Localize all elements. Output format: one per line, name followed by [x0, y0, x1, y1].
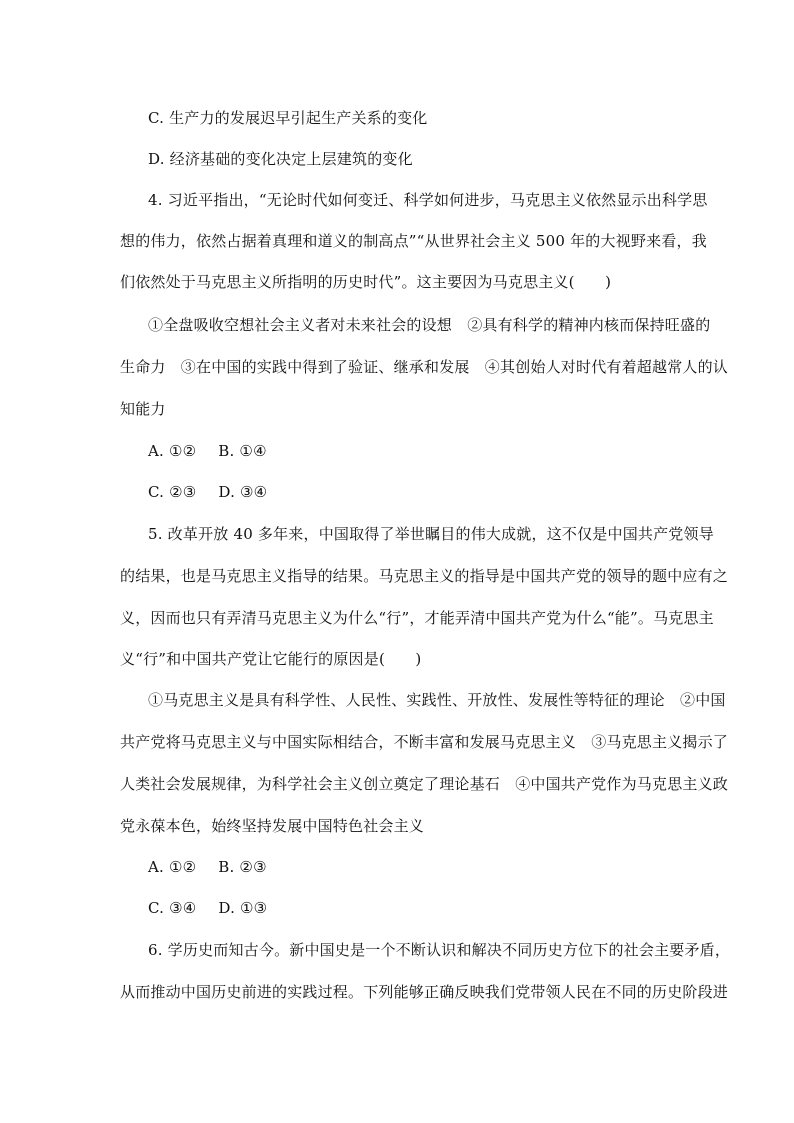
q5-option-d: D. ①③: [218, 899, 268, 917]
q4-stem-line-1: 4. 习近平指出，“无论时代如何变迁、科学如何进步，马克思主义依然显示出科学思: [148, 191, 708, 209]
q5-option-c: C. ③④: [148, 899, 197, 917]
q4-options-row-1: [148, 441, 676, 461]
q3-option-d: D. 经济基础的变化决定上层建筑的变化: [148, 150, 413, 168]
q5-stem-line-2: 的结果，也是马克思主义指导的结果。马克思主义的指导是中国共产党的领导的题中应有之: [120, 567, 729, 585]
q5-stem-line-4: 义“行”和中国共产党让它能行的原因是( ): [120, 650, 422, 668]
q5-choice-line-2: 共产党将马克思主义与中国实际相结合，不断丰富和发展马克思主义 ③马克思主义揭示了: [120, 733, 729, 751]
q6-stem-line-1: 6. 学历史而知古今。新中国史是一个不断认识和解决不同历史方位下的社会主要矛盾，: [148, 941, 731, 959]
q5-choice-line-1: ①马克思主义是具有科学性、人民性、实践性、开放性、发展性等特征的理论 ②中国: [148, 691, 726, 709]
q5-options-row-2: [148, 898, 676, 918]
q5-stem-line-1: 5. 改革开放 40 多年来，中国取得了举世瞩目的伟大成就，这不仅是中国共产党领导: [148, 525, 714, 543]
q4-option-c: C. ②③: [148, 483, 197, 501]
q4-option-d: D. ③④: [218, 483, 268, 501]
q5-option-b: B. ②③: [218, 858, 267, 876]
q4-choice-line-2: 生命力 ③在中国的实践中得到了验证、继承和发展 ④其创始人对时代有着超越常人的认: [120, 358, 729, 376]
q5-stem-line-3: 义，因而也只有弄清马克思主义为什么“行”，才能弄清中国共产党为什么“能”。马克思主: [120, 609, 714, 627]
q4-stem-line-2: 想的伟力，依然占据着真理和道义的制高点”“从世界社会主义 500 年的大视野来看，我: [120, 232, 707, 250]
q3-option-c: C. 生产力的发展迟早引起生产关系的变化: [148, 109, 428, 127]
q6-stem-line-2: 从而推动中国历史前进的实践过程。下列能够正确反映我们党带领人民在不同的历史阶段进: [120, 983, 729, 1001]
q4-choice-line-3: 知能力: [120, 400, 166, 418]
q4-option-b: B. ①④: [218, 442, 267, 460]
q4-stem-line-3: 们依然处于马克思主义所指明的历史时代”。这主要因为马克思主义( ): [120, 273, 612, 291]
q4-choice-line-1: ①全盘吸收空想社会主义者对未来社会的设想 ②具有科学的精神内核而保持旺盛的: [148, 316, 711, 334]
q5-option-a: A. ①②: [148, 858, 197, 876]
q5-choice-line-4: 党永葆本色，始终坚持发展中国特色社会主义: [120, 817, 425, 835]
q5-choice-line-3: 人类社会发展规律，为科学社会主义创立奠定了理论基石 ④中国共产党作为马克思主义政: [120, 775, 729, 793]
q4-options-row-2: [148, 482, 676, 502]
q4-option-a: A. ①②: [148, 442, 197, 460]
q5-options-row-1: [148, 857, 676, 877]
